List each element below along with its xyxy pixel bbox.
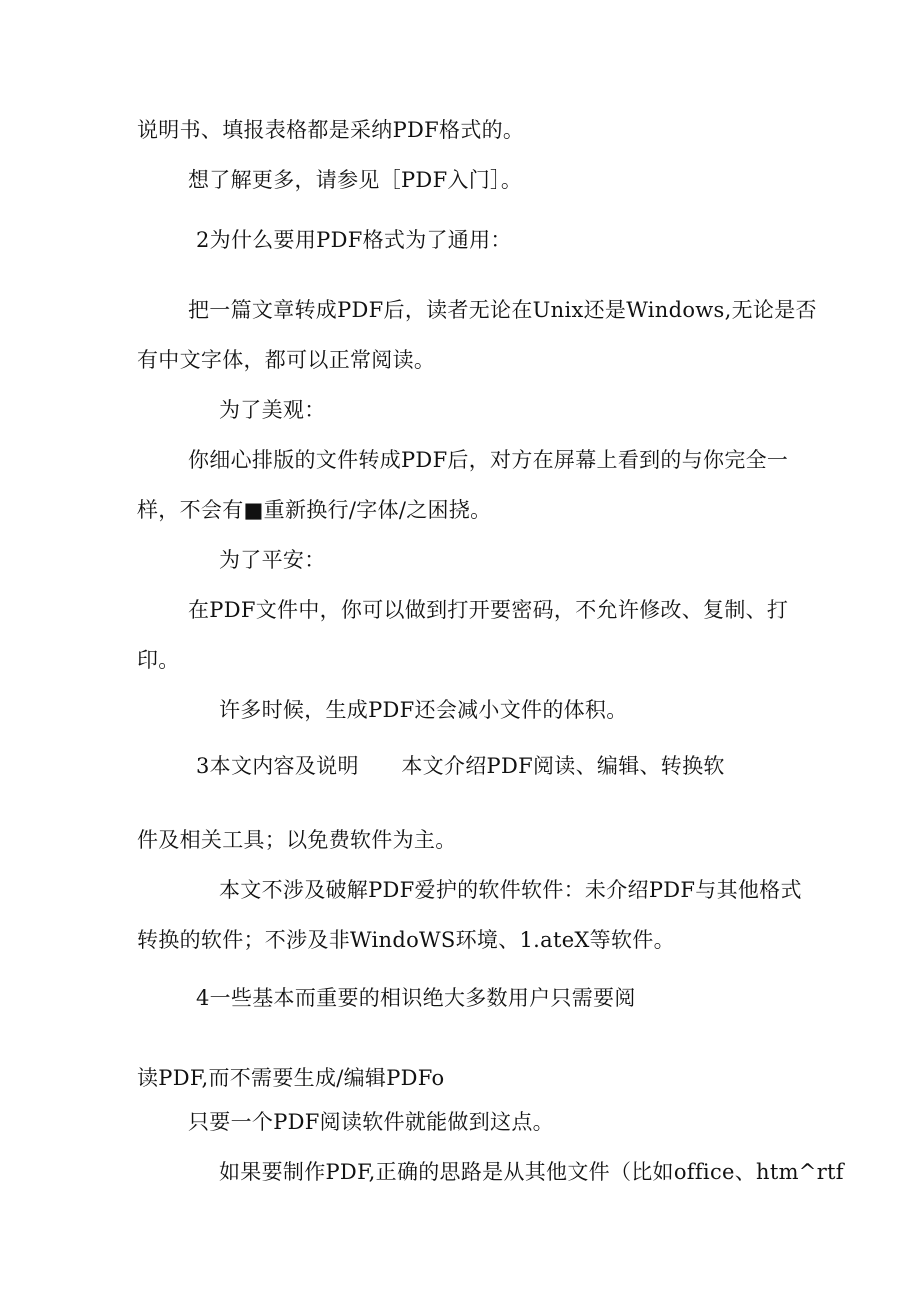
text-line: 如果要制作PDF,正确的思路是从其他文件（比如office、htm^rtf xyxy=(219,1160,844,1184)
text-line: 把一篇文章转成PDF后，读者无论在Unix还是Windows,无论是否 xyxy=(188,298,817,322)
text-line: 印。 xyxy=(137,648,180,672)
text-line: 许多时候，生成PDF还会减小文件的体积。 xyxy=(219,698,628,722)
section-heading: 3本文内容及说明 本文介绍PDF阅读、编辑、转换软 xyxy=(196,754,725,778)
text-line: 为了平安： xyxy=(219,548,326,572)
text-line: 件及相关工具；以免费软件为主。 xyxy=(137,828,457,852)
section-heading: 2为什么要用PDF格式为了通用： xyxy=(196,228,512,252)
section-heading: 4一些基本而重要的相识绝大多数用户只需要阅 xyxy=(196,986,636,1010)
text-line: 转换的软件；不涉及非WindoWS环境、1.ateX等软件。 xyxy=(137,928,675,952)
text-line: 你细心排版的文件转成PDF后，对方在屏幕上看到的与你完全一 xyxy=(188,448,789,472)
text-line: 有中文字体，都可以正常阅读。 xyxy=(137,348,436,372)
text-line: 在PDF文件中，你可以做到打开要密码，不允许修改、复制、打 xyxy=(188,598,789,622)
text-line: 说明书、填报表格都是采纳PDF格式的。 xyxy=(137,118,525,142)
text-line: 为了美观： xyxy=(219,398,326,422)
text-line: 读PDF,而不需要生成/编辑PDFo xyxy=(137,1066,445,1090)
text-line: 只要一个PDF阅读软件就能做到这点。 xyxy=(188,1110,554,1134)
text-line: 样，不会有■重新换行/字体/之困挠。 xyxy=(137,498,492,522)
text-line: 本文不涉及破解PDF爱护的软件软件：未介绍PDF与其他格式 xyxy=(219,878,802,902)
text-line: 想了解更多，请参见［PDF入门］。 xyxy=(188,168,523,192)
